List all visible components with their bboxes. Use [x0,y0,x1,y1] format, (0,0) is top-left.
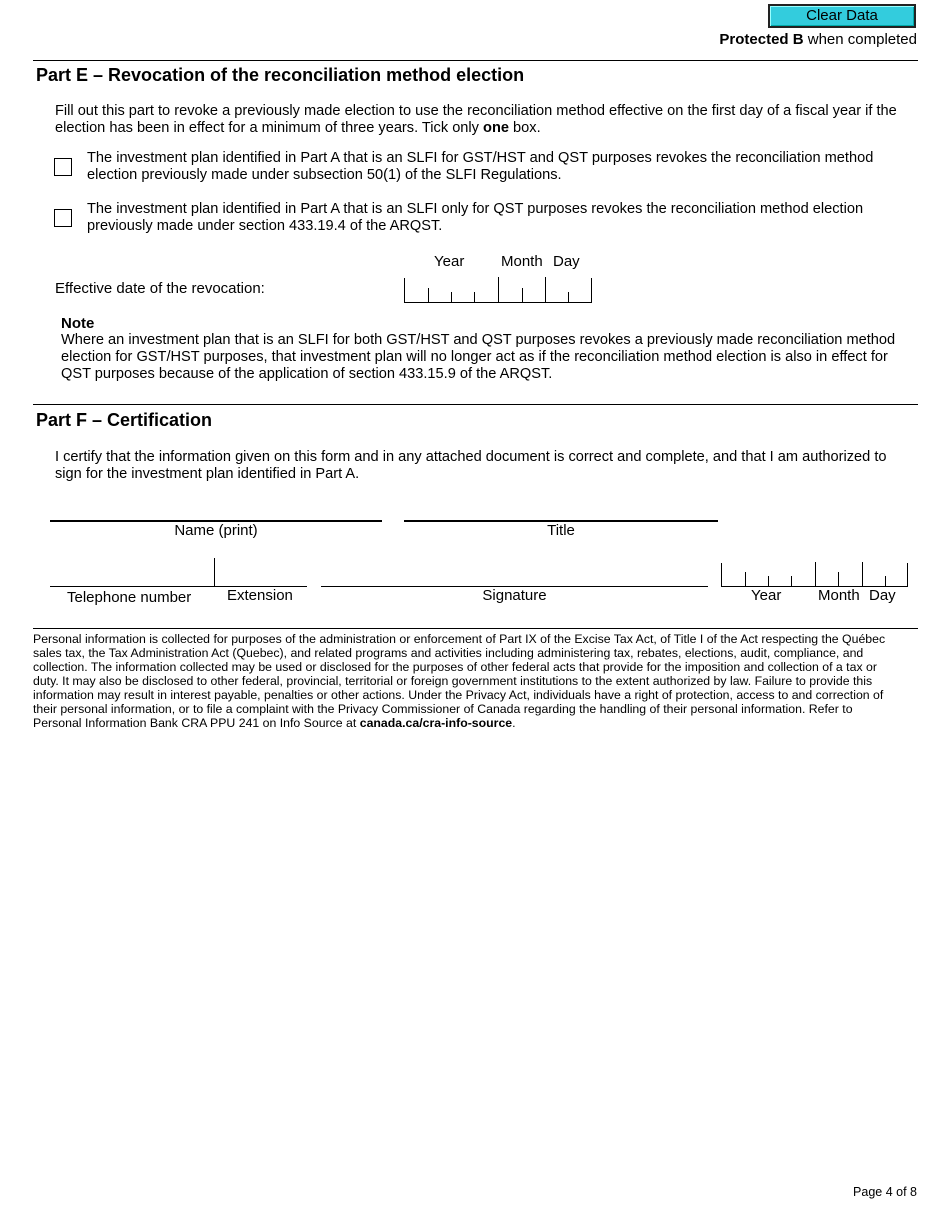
date-tick [428,288,429,302]
info-source-link[interactable]: canada.ca/cra-info-source [359,716,513,730]
effective-date-label: Effective date of the revocation: [55,280,265,297]
date-tick [545,277,546,302]
date-tick [885,576,886,586]
divider-top [33,60,918,61]
certification-date-input[interactable] [721,563,908,587]
date-tick [451,292,452,302]
date-tick [498,277,499,302]
title-label: Title [547,522,575,539]
part-e-intro-b: box. [508,120,541,136]
part-e-date-month-label: Month [501,253,543,270]
divider-footer [33,628,918,629]
date-tick [791,576,792,586]
part-e-title: Part E – Revocation of the reconciliation method election [36,65,525,85]
date-tick [745,572,746,586]
extension-label: Extension [227,587,293,604]
privacy-statement [33,632,901,730]
privacy-text: Personal information is collected for purposes of the administration or enforcement of Part IX of the Excise Tax Act, of Title I of the Act respecting the Québec sales tax, the Tax Administration Act (Quebec), and related programs and activities including administering tax, rebates, elections, audit, compliance, and collection. The information collected may be used or disclosed for the purposes of other federal acts that provide for the imposition and collection of a tax or duty. It may also be disclosed to other federal, provincial, territorial or foreign government institutions to the extent authorized by law. Failure to provide this information may result in interest payable, penalties or other actions. Under the Privacy Act, individuals have a right of protection, access to and correction of their personal information, or to file a complaint with the Privacy Commissioner of Canada regarding the handling of their personal information. Refer to Personal Information Bank CRA PPU 241 on Info Source at [33,632,886,730]
privacy-end: . [512,716,516,730]
date-tick [522,288,523,302]
protected-rest: when completed [803,31,917,48]
date-tick [862,562,863,586]
page-number: Page 4 of 8 [853,1185,917,1199]
effective-date-input[interactable] [404,278,592,303]
option2-checkbox[interactable] [54,209,72,227]
date-tick [568,292,569,302]
protected-b-label [719,31,917,48]
part-e-date-year-label: Year [434,253,465,270]
part-f-date-month-label: Month [818,587,860,604]
date-tick [815,562,816,586]
note-text: Where an investment plan that is an SLFI for both GST/HST and QST purposes revokes a previously made reconciliation method election for GST/HST purposes, that investment plan will no longer act as if the reconciliation method election is also in effect for QST purposes because of the application of section 433.15.9 of the ARQST. [61,332,896,382]
part-f-title: Part F – Certification [36,410,213,430]
clear-data-button[interactable]: Clear Data [768,4,916,28]
option1-text: The investment plan identified in Part A that is an SLFI for GST/HST and QST purposes revokes the reconciliation method election previously made under subsection 50(1) of the SLFI Regulations. [87,150,874,183]
certification-text: I certify that the information given on this form and in any attached document is correct and complete, and that I am authorized to sign for the investment plan identified in Part A. [55,449,887,482]
signature-label: Signature [482,587,547,604]
part-e-intro-bold: one [483,120,509,136]
part-f-date-year-label: Year [751,587,782,604]
divider-part-f [33,404,918,405]
extension-separator [214,558,215,586]
part-e-intro [55,103,905,137]
date-tick [838,572,839,586]
part-e-intro-a: Fill out this part to revoke a previously made election to use the reconciliation method effective on the first day of a fiscal year if the election has been in effect for a minimum of three years. Tick only [55,103,897,136]
telephone-label: Telephone number [67,589,192,606]
protected-bold: Protected B [719,31,804,48]
part-f-date-day-label: Day [869,587,896,604]
part-e-date-day-label: Day [553,253,580,270]
option1-checkbox[interactable] [54,158,72,176]
option2-text: The investment plan identified in Part A that is an SLFI only for QST purposes revokes the reconciliation method election previously made under section 433.19.4 of the ARQST. [87,201,864,234]
date-tick [474,292,475,302]
name-label: Name (print) [174,522,258,539]
note-title: Note [61,315,95,332]
date-tick [768,576,769,586]
